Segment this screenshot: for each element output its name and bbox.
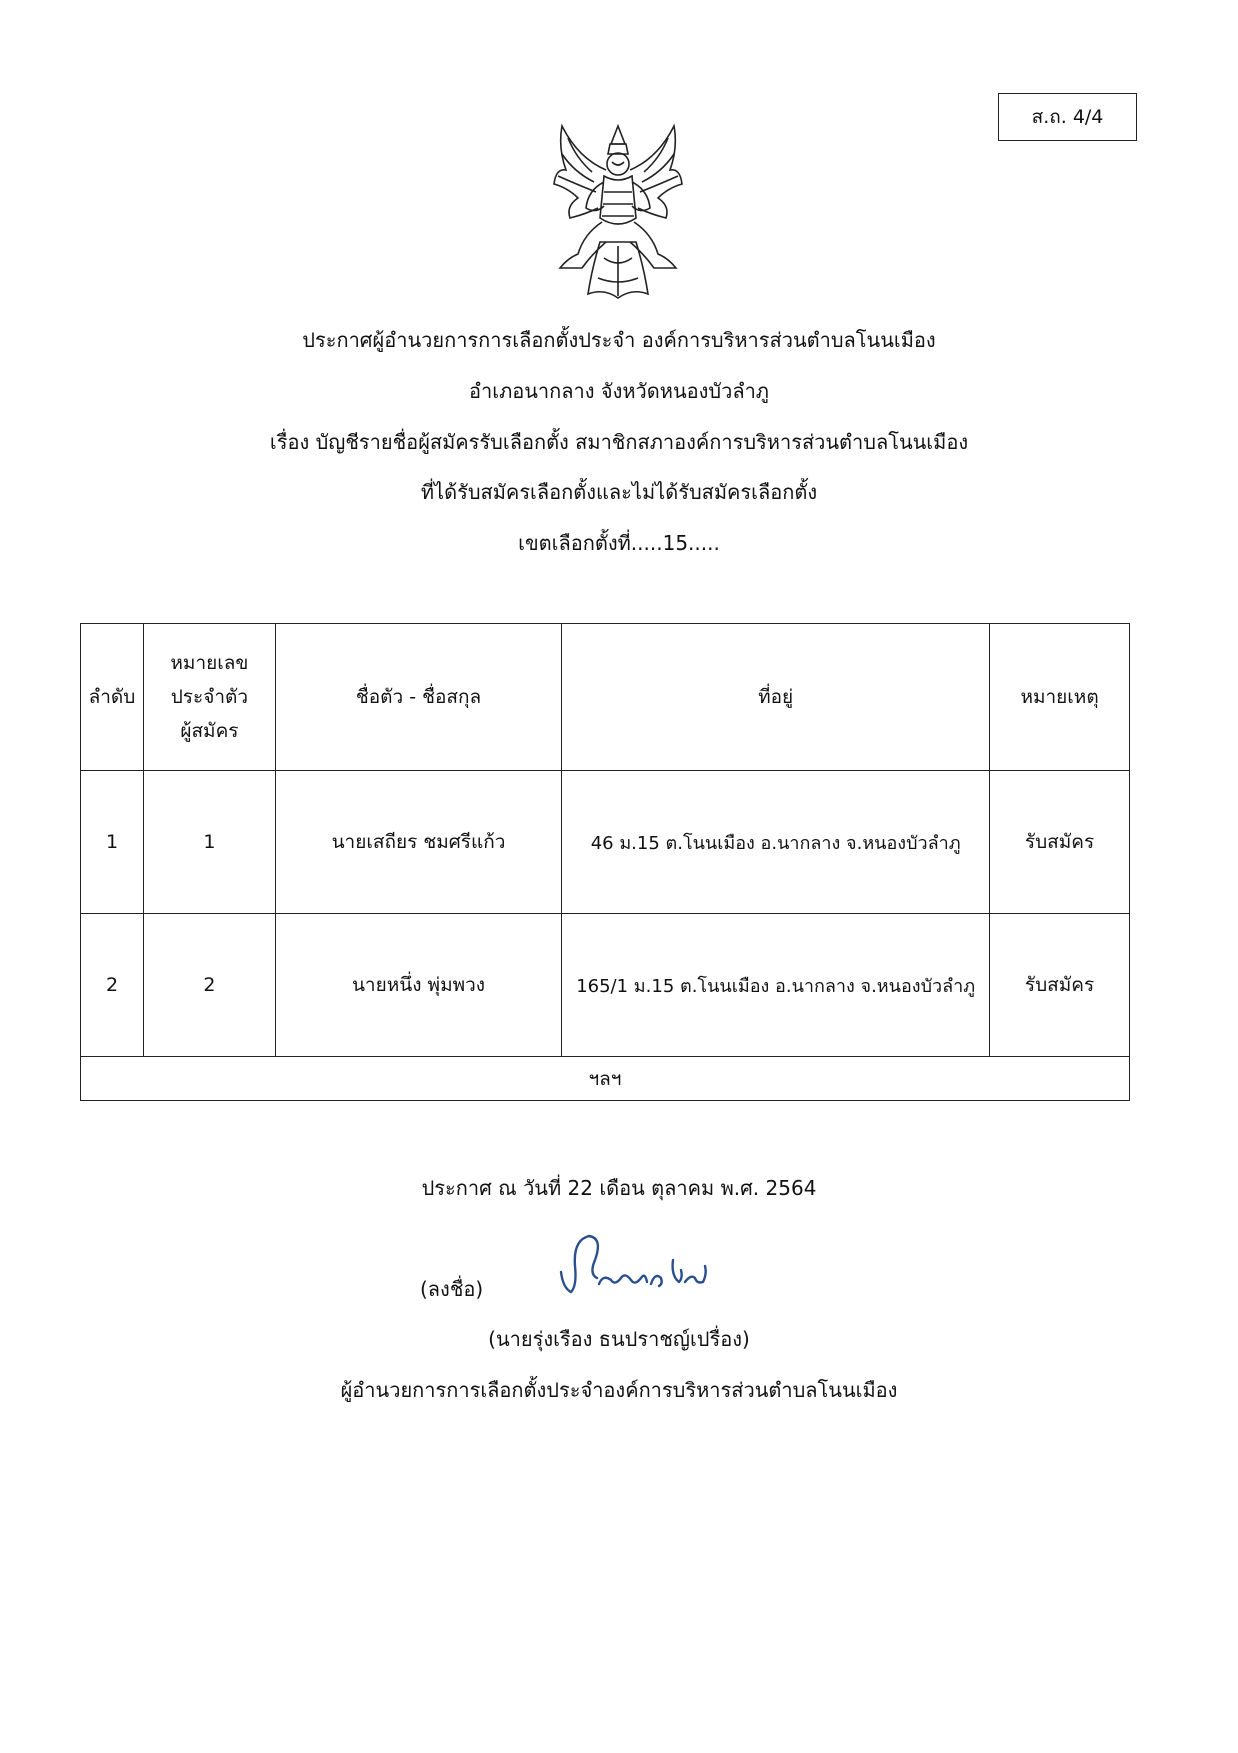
column-header-remark: หมายเหตุ	[990, 624, 1130, 771]
cell-order: 1	[81, 771, 144, 914]
electoral-district-line: เขตเลือกตั้งที่.....15.....	[518, 531, 720, 555]
cell-name: นายหนึ่ง พุ่มพวง	[275, 914, 561, 1057]
cell-remark: รับสมัคร	[990, 771, 1130, 914]
header-line: ผู้สมัคร	[180, 720, 239, 742]
candidate-table	[80, 623, 1130, 1101]
header-line: ประจำตัว	[170, 686, 249, 708]
handwritten-signature	[555, 1226, 715, 1306]
header-line: หมายเลข	[170, 652, 249, 674]
announcement-title: ประกาศผู้อำนวยการการเลือกตั้งประจำ องค์การบริหารส่วนตำบลโนนเมือง	[302, 328, 936, 352]
cell-remark: รับสมัคร	[990, 914, 1130, 1057]
cell-candidate-number: 2	[143, 914, 275, 1057]
column-header-order: ลำดับ	[81, 624, 144, 771]
announcement-date: ประกาศ ณ วันที่ 22 เดือน ตุลาคม พ.ศ. 2564	[421, 1176, 817, 1200]
table-etc-row	[81, 1057, 1130, 1101]
cell-candidate-number: 1	[143, 771, 275, 914]
signer-name: (นายรุ่งเรือง ธนปราชญ์เปรื่อง)	[488, 1327, 750, 1351]
column-header-candidate-number	[143, 624, 275, 771]
table-header-row	[81, 624, 1130, 771]
form-code: ส.ถ. 4/4	[1031, 106, 1104, 128]
column-header-address: ที่อยู่	[562, 624, 990, 771]
cell-order: 2	[81, 914, 144, 1057]
garuda-emblem-icon	[548, 118, 688, 308]
form-code-box	[998, 93, 1137, 141]
column-header-name: ชื่อตัว - ชื่อสกุล	[275, 624, 561, 771]
district-province-line: อำเภอนากลาง จังหวัดหนองบัวลำภู	[468, 379, 769, 403]
sign-label: (ลงชื่อ)	[420, 1277, 484, 1301]
etc-cell: ฯลฯ	[81, 1057, 1130, 1101]
signer-title: ผู้อำนวยการการเลือกตั้งประจำองค์การบริหารส่วนตำบลโนนเมือง	[340, 1378, 898, 1402]
subject-line: เรื่อง บัญชีรายชื่อผู้สมัครรับเลือกตั้ง สมาชิกสภาองค์การบริหารส่วนตำบลโนนเมือง	[269, 430, 969, 454]
cell-address: 46 ม.15 ต.โนนเมือง อ.นากลาง จ.หนองบัวลำภู	[562, 771, 990, 914]
table-row	[81, 771, 1130, 914]
subject-subline: ที่ได้รับสมัครเลือกตั้งและไม่ได้รับสมัครเลือกตั้ง	[420, 480, 818, 504]
table-row	[81, 914, 1130, 1057]
cell-name: นายเสถียร ชมศรีแก้ว	[275, 771, 561, 914]
cell-address: 165/1 ม.15 ต.โนนเมือง อ.นากลาง จ.หนองบัวลำภู	[562, 914, 990, 1057]
